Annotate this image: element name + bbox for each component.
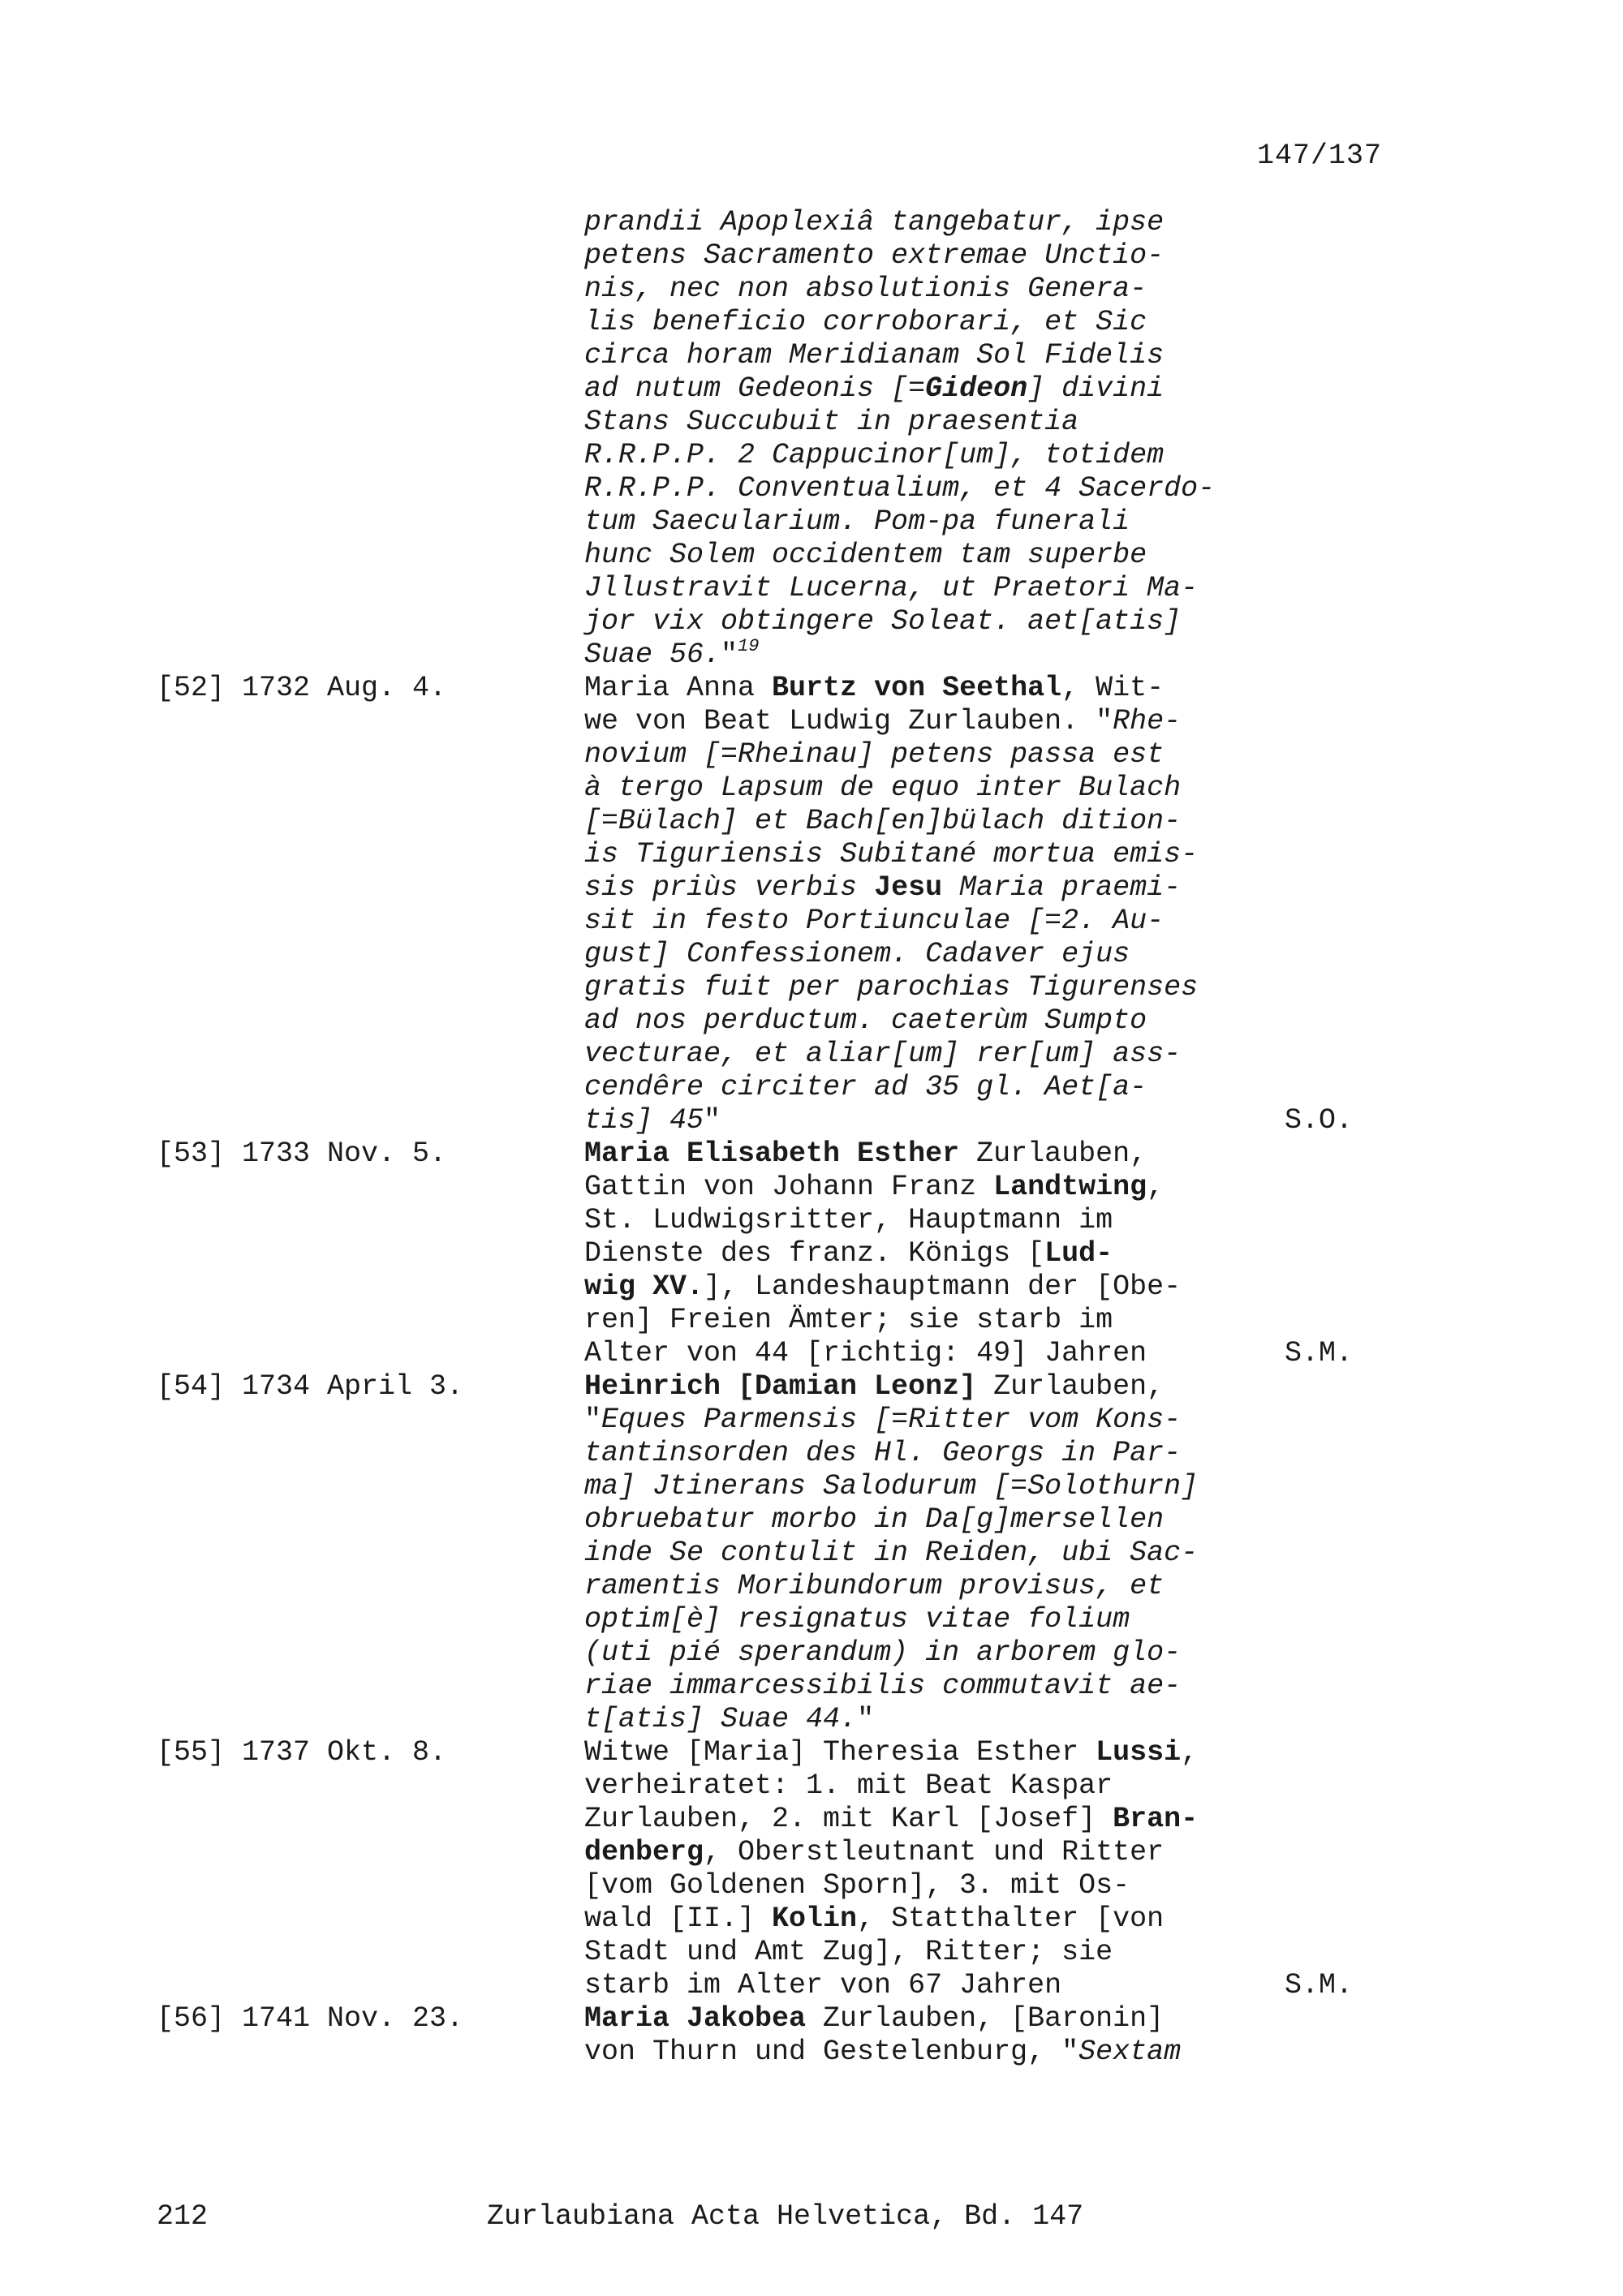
- text-run: gust] Confessionem. Cadaver ejus: [584, 938, 1130, 970]
- text-run: ren] Freien Ämter; sie starb im: [584, 1304, 1113, 1336]
- entry-siglum: S.M.: [1285, 1969, 1354, 2001]
- text-line: [584, 1337, 1147, 1370]
- text-run: ,: [1147, 1171, 1165, 1203]
- text-line: [584, 1636, 1181, 1670]
- text-run: hunc Solem occidentem tam superbe: [584, 539, 1147, 571]
- text-run: nis, nec non absolutionis Genera-: [584, 273, 1147, 305]
- text-line: [584, 1503, 1164, 1537]
- text-run: Suae 56.: [584, 638, 721, 671]
- text-line: [584, 971, 1198, 1004]
- text-run: petens Sacramento extremae Unctio-: [584, 239, 1165, 272]
- text-run: we von Beat Ludwig Zurlauben. ": [584, 705, 1113, 737]
- text-run: (uti pié sperandum) in arborem glo-: [584, 1636, 1182, 1669]
- text-run: lis beneficio corroborari, et Sic: [584, 306, 1147, 338]
- text-run: ,: [1181, 1736, 1199, 1769]
- text-run: prandii Apoplexiâ tangebatur, ipse: [584, 206, 1165, 239]
- text-run: Zurlauben,: [976, 1370, 1165, 1403]
- text-run: gratis fuit per parochias Tigurenses: [584, 971, 1199, 1004]
- text-run: Lussi: [1096, 1736, 1182, 1769]
- text-run: Jllustravit Lucerna, ut Praetori Ma-: [584, 572, 1199, 604]
- text-run: von Thurn und Gestelenburg, ": [584, 2036, 1079, 2068]
- footnote-ref: 19: [738, 636, 760, 656]
- text-line: [584, 871, 1181, 905]
- text-run: jor vix obtingere Soleat. aet[atis]: [584, 605, 1182, 638]
- text-line: [584, 539, 1147, 572]
- text-line: [584, 1769, 1113, 1803]
- text-line: [584, 1969, 1061, 2002]
- text-line: [584, 306, 1147, 339]
- text-run: cendêre circiter ad 35 gl. Aet[a-: [584, 1071, 1147, 1103]
- text-run: sis priùs verbis: [584, 871, 875, 904]
- text-run: denberg: [584, 1836, 704, 1868]
- text-run: Gattin von Johann Franz: [584, 1171, 994, 1203]
- text-line: [584, 1404, 1181, 1437]
- text-run: ": [857, 1703, 875, 1735]
- text-run: à tergo Lapsum de equo inter Bulach: [584, 772, 1182, 804]
- text-run: ] divini: [1027, 372, 1165, 405]
- text-run: Rhe-: [1113, 705, 1182, 737]
- text-line: [584, 1304, 1113, 1337]
- text-run: Maria praemi-: [942, 871, 1182, 904]
- text-line: [584, 339, 1164, 372]
- text-run: ramentis Moribundorum provisus, et: [584, 1570, 1165, 1602]
- text-line: [584, 1071, 1147, 1104]
- text-line: [584, 738, 1164, 772]
- text-run: tis] 45: [584, 1104, 704, 1137]
- text-run: Maria Elisabeth Esther: [584, 1137, 960, 1170]
- text-run: R.R.P.P. 2 Cappucinor[um], totidem: [584, 439, 1165, 471]
- text-line: [584, 1703, 874, 1736]
- text-run: Kolin: [772, 1903, 858, 1935]
- text-line: [584, 1570, 1164, 1603]
- entry-siglum: S.M.: [1285, 1337, 1354, 1369]
- text-line: [584, 505, 1130, 539]
- text-run: tum Saecularium. Pom-pa funerali: [584, 505, 1130, 538]
- text-line: [584, 905, 1164, 938]
- text-run: wig XV.: [584, 1271, 704, 1303]
- text-line: [584, 372, 1164, 406]
- text-run: ad nutum Gedeonis [=: [584, 372, 926, 405]
- text-run: Zurlauben, [Baronin]: [806, 2002, 1165, 2035]
- text-run: Zurlauben, 2. mit Karl [Josef]: [584, 1803, 1113, 1835]
- entry-ref-date: [52] 1732 Aug. 4.: [157, 672, 447, 704]
- text-run: ma] Jtinerans Salodurum [=Solothurn]: [584, 1470, 1199, 1503]
- text-run: Landtwing: [993, 1171, 1147, 1203]
- text-run: R.R.P.P. Conventualium, et 4 Sacerdo-: [584, 472, 1216, 505]
- text-line: [584, 1038, 1181, 1071]
- text-run: Eques Parmensis [=Ritter vom Kons-: [601, 1404, 1182, 1436]
- text-run: Burtz von Seethal: [772, 672, 1062, 704]
- text-line: [584, 1470, 1198, 1503]
- text-run: inde Se contulit in Reiden, ubi Sac-: [584, 1537, 1199, 1569]
- text-line: [584, 1137, 1147, 1171]
- text-line: [584, 1437, 1181, 1470]
- text-line: [584, 1370, 1164, 1404]
- text-line: [584, 605, 1181, 638]
- text-line: [584, 2036, 1181, 2069]
- text-run: circa horam Meridianam Sol Fidelis: [584, 339, 1165, 372]
- text-run: St. Ludwigsritter, Hauptmann im: [584, 1204, 1113, 1236]
- text-run: Bran-: [1113, 1803, 1199, 1835]
- text-line: [584, 273, 1147, 306]
- text-run: sit in festo Portiunculae [=2. Au-: [584, 905, 1165, 937]
- text-run: riae immarcessibilis commutavit ae-: [584, 1670, 1182, 1702]
- text-run: , Statthalter [von: [857, 1903, 1165, 1935]
- text-line: [584, 1171, 1164, 1204]
- text-line: [584, 472, 1215, 505]
- text-run: ad nos perductum. caeterùm Sumpto: [584, 1004, 1147, 1037]
- text-line: [584, 1104, 721, 1137]
- text-run: wald [II.]: [584, 1903, 773, 1935]
- page-id: 147/137: [1257, 140, 1383, 172]
- text-run: tantinsorden des Hl. Georgs in Par-: [584, 1437, 1182, 1469]
- entry-ref-date: [56] 1741 Nov. 23.: [157, 2002, 464, 2035]
- text-line: [584, 1869, 1130, 1903]
- text-run: Dienste des franz. Königs [: [584, 1237, 1045, 1270]
- text-run: vecturae, et aliar[um] rer[um] ass-: [584, 1038, 1182, 1070]
- text-run: Zurlauben,: [959, 1137, 1147, 1170]
- text-run: optim[è] resignatus vitae folium: [584, 1603, 1130, 1636]
- text-run: ": [704, 1104, 721, 1137]
- text-run: Witwe [Maria] Theresia Esther: [584, 1736, 1096, 1769]
- text-line: [584, 406, 1078, 439]
- entry-ref-date: [53] 1733 Nov. 5.: [157, 1137, 447, 1170]
- text-run: Maria Anna: [584, 672, 773, 704]
- text-line: [584, 1736, 1198, 1769]
- text-line: [584, 239, 1164, 273]
- text-run: starb im Alter von 67 Jahren: [584, 1969, 1062, 2001]
- text-line: [584, 805, 1181, 838]
- text-run: ": [721, 638, 738, 671]
- text-line: [584, 838, 1198, 871]
- text-line: [584, 1803, 1198, 1836]
- text-run: ], Landeshauptmann der [Obe-: [704, 1271, 1182, 1303]
- text-line: [584, 439, 1164, 472]
- text-run: Lud-: [1044, 1237, 1113, 1270]
- text-run: t[atis] Suae 44.: [584, 1703, 858, 1735]
- text-line: [584, 1537, 1198, 1570]
- text-line: [584, 2002, 1164, 2036]
- entry-siglum: S.O.: [1285, 1104, 1354, 1137]
- text-run: , Wit-: [1061, 672, 1165, 704]
- text-run: ": [584, 1404, 602, 1436]
- text-line: [584, 1670, 1181, 1703]
- entry-ref-date: [55] 1737 Okt. 8.: [157, 1736, 447, 1769]
- text-run: Stans Succubuit in praesentia: [584, 406, 1079, 438]
- text-run: Sextam: [1078, 2036, 1182, 2068]
- footer-page-number: 212: [157, 2200, 209, 2233]
- text-line: [584, 1603, 1130, 1636]
- text-run: verheiratet: 1. mit Beat Kaspar: [584, 1769, 1113, 1802]
- text-run: obruebatur morbo in Da[g]mersellen: [584, 1503, 1165, 1536]
- text-line: [584, 638, 759, 672]
- text-run: [=Bülach] et Bach[en]bülach dition-: [584, 805, 1182, 837]
- text-run: , Oberstleutnant und Ritter: [704, 1836, 1165, 1868]
- text-line: [584, 1204, 1113, 1237]
- text-line: [584, 1936, 1113, 1969]
- text-line: [584, 572, 1198, 605]
- text-run: novium [=Rheinau] petens passa est: [584, 738, 1165, 771]
- text-run: Heinrich [Damian Leonz]: [584, 1370, 977, 1403]
- text-line: [584, 772, 1181, 805]
- text-run: Jesu: [874, 871, 943, 904]
- text-run: Alter von 44 [richtig: 49] Jahren: [584, 1337, 1147, 1369]
- text-line: [584, 1004, 1147, 1038]
- text-line: [584, 672, 1164, 705]
- text-line: [584, 705, 1181, 738]
- text-line: [584, 1237, 1113, 1271]
- text-line: [584, 938, 1130, 971]
- text-line: [584, 1836, 1164, 1869]
- text-run: is Tiguriensis Subitané mortua emis-: [584, 838, 1199, 871]
- footer-title: Zurlaubiana Acta Helvetica, Bd. 147: [487, 2200, 1084, 2233]
- text-line: [584, 1903, 1164, 1936]
- text-run: [vom Goldenen Sporn], 3. mit Os-: [584, 1869, 1130, 1902]
- text-run: Stadt und Amt Zug], Ritter; sie: [584, 1936, 1113, 1968]
- text-run: Gideon: [925, 372, 1028, 405]
- entry-ref-date: [54] 1734 April 3.: [157, 1370, 464, 1403]
- text-run: Maria Jakobea: [584, 2002, 807, 2035]
- text-line: [584, 1271, 1181, 1304]
- text-line: [584, 206, 1164, 239]
